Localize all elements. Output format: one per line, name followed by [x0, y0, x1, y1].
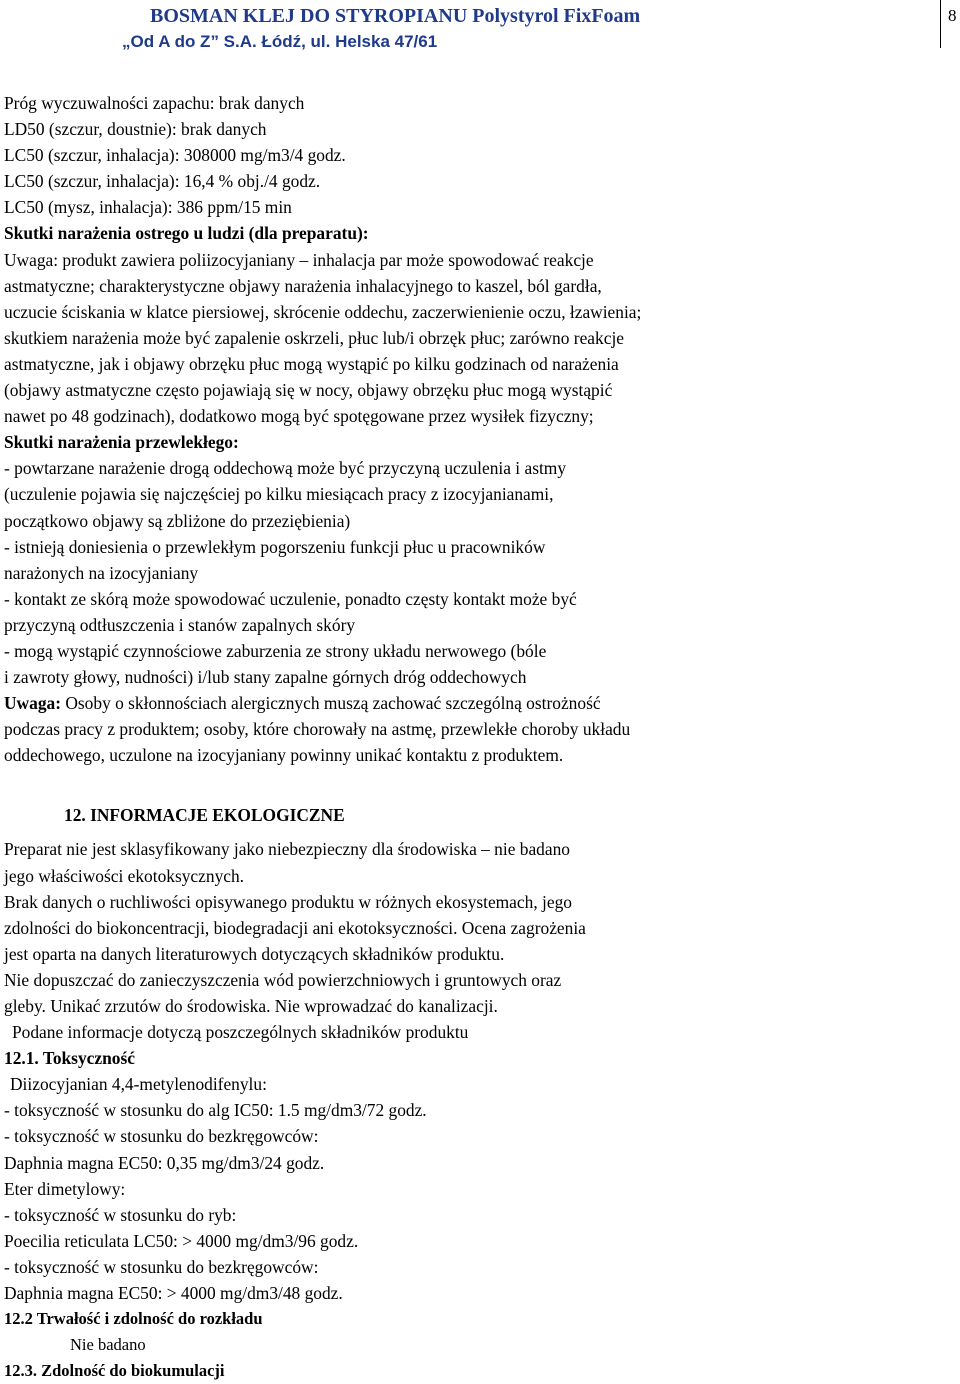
- page-number: 8: [948, 6, 957, 25]
- text-line: gleby. Unikać zrzutów do środowiska. Nie wprowadzać do kanalizacji.: [4, 996, 498, 1016]
- document-body: [4, 90, 954, 1384]
- text-line: uczucie ściskania w klatce piersiowej, skrócenie oddechu, zaczerwienienie oczu, łzawienia;: [4, 301, 642, 322]
- subsection-heading: 12.1. Toksyczność: [4, 1048, 135, 1069]
- text-line: (uczulenie pojawia się najczęściej po kilku miesiącach pracy z izocyjanianami,: [4, 484, 554, 505]
- text-line: narażonych na izocyjaniany: [4, 562, 199, 583]
- text-line: Nie dopuszczać do zanieczyszczenia wód powierzchniowych i gruntowych oraz: [4, 969, 562, 990]
- company-address: „Od A do Z” S.A. Łódź, ul. Helska 47/61: [122, 32, 438, 51]
- text-line: astmatyczne, jak i objawy obrzęku płuc mogą wystąpić po kilku godzinach od narażenia: [4, 353, 619, 374]
- text-line: Brak danych o ruchliwości opisywanego produktu w różnych ekosystemach, jego: [4, 891, 572, 912]
- subsection-heading: Skutki narażenia ostrego u ludzi (dla preparatu):: [4, 223, 369, 244]
- text-line: oddechowego, uczulone na izocyjaniany powinny unikać kontaktu z produktem.: [4, 745, 564, 766]
- text-line: Diizocyjanian 4,4-metylenodifenylu:: [10, 1074, 267, 1095]
- text-line: początkowo objawy są zbliżone do przeziębienia): [4, 510, 351, 531]
- text-line: jest oparta na danych literaturowych dotyczących składników produktu.: [4, 943, 505, 964]
- text-line: i zawroty głowy, nudności) i/lub stany zapalne górnych dróg oddechowych: [4, 667, 527, 688]
- text-line: LC50 (mysz, inhalacja): 386 ppm/15 min: [4, 197, 292, 218]
- subsection-heading: 12.3. Zdolność do biokumulacji: [4, 1361, 225, 1381]
- text-line: skutkiem narażenia może być zapalenie oskrzeli, płuc lub/i obrzęk płuc; zarówno reakcje: [4, 327, 624, 348]
- text-line: (objawy astmatyczne często pojawiają się w nocy, objawy obrzęku płuc mogą wystąpić: [4, 380, 613, 401]
- subsection-heading: Skutki narażenia przewlekłego:: [4, 432, 239, 453]
- document-title: BOSMAN KLEJ DO STYROPIANU Polystyrol FixFoam: [150, 5, 641, 27]
- text-line: Nie badano: [70, 1335, 146, 1355]
- note-text: Osoby o skłonnościach alergicznych muszą zachować szczególną ostrożność: [61, 693, 601, 714]
- section-heading: 12. INFORMACJE EKOLOGICZNE: [64, 805, 345, 826]
- text-line: Poecilia reticulata LC50: > 4000 mg/dm3/96 godz.: [4, 1230, 359, 1251]
- text-line: - istnieją doniesienia o przewlekłym pogorszeniu funkcji płuc u pracowników: [4, 536, 546, 557]
- text-line: LC50 (szczur, inhalacja): 308000 mg/m3/4 godz.: [4, 145, 346, 166]
- text-line: - powtarzane narażenie drogą oddechową może być przyczyną uczulenia i astmy: [4, 458, 567, 479]
- text-line: Eter dimetylowy:: [4, 1178, 126, 1199]
- text-line: nawet po 48 godzinach), dodatkowo mogą być spotęgowane przez wysiłek fizyczny;: [4, 406, 594, 427]
- text-line: astmatyczne; charakterystyczne objawy narażenia inhalacyjnego to kaszel, ból gardła,: [4, 275, 602, 296]
- text-line: jego właściwości ekotoksycznych.: [4, 865, 245, 886]
- subsection-heading: 12.2 Trwałość i zdolność do rozkładu: [4, 1309, 263, 1329]
- text-line: podczas pracy z produktem; osoby, które chorowały na astmę, przewlekłe choroby układu: [4, 719, 631, 740]
- text-line: Podane informacje dotyczą poszczególnych składników produktu: [12, 1022, 469, 1043]
- text-line: Preparat nie jest sklasyfikowany jako niebezpieczny dla środowiska – nie badano: [4, 839, 570, 860]
- text-line: - mogą wystąpić czynnościowe zaburzenia ze strony układu nerwowego (bóle: [4, 640, 547, 661]
- text-line: Daphnia magna EC50: > 4000 mg/dm3/48 godz.: [4, 1283, 343, 1304]
- text-line: Uwaga: produkt zawiera poliizocyjaniany – inhalacja par może spowodować reakcje: [4, 249, 594, 270]
- text-line: - toksyczność w stosunku do bezkręgowców:: [4, 1126, 319, 1147]
- text-line: - kontakt ze skórą może spowodować uczulenie, ponadto częsty kontakt może być: [4, 588, 577, 609]
- text-line: - toksyczność w stosunku do bezkręgowców:: [4, 1256, 319, 1277]
- text-line: - toksyczność w stosunku do alg IC50: 1.5 mg/dm3/72 godz.: [4, 1100, 427, 1121]
- spacer: [4, 768, 954, 794]
- text-line: zdolności do biokoncentracji, biodegradacji ani ekotoksyczności. Ocena zagrożenia: [4, 917, 586, 938]
- text-line: Próg wyczuwalności zapachu: brak danych: [4, 93, 305, 113]
- text-line: LD50 (szczur, doustnie): brak danych: [4, 119, 267, 140]
- text-line: Daphnia magna EC50: 0,35 mg/dm3/24 godz.: [4, 1152, 325, 1173]
- text-line: [4, 690, 954, 716]
- text-line: LC50 (szczur, inhalacja): 16,4 % obj./4 godz.: [4, 171, 321, 192]
- note-label: Uwaga:: [4, 693, 61, 714]
- text-line: - toksyczność w stosunku do ryb:: [4, 1204, 237, 1225]
- text-line: przyczyną odtłuszczenia i stanów zapalnych skóry: [4, 614, 356, 635]
